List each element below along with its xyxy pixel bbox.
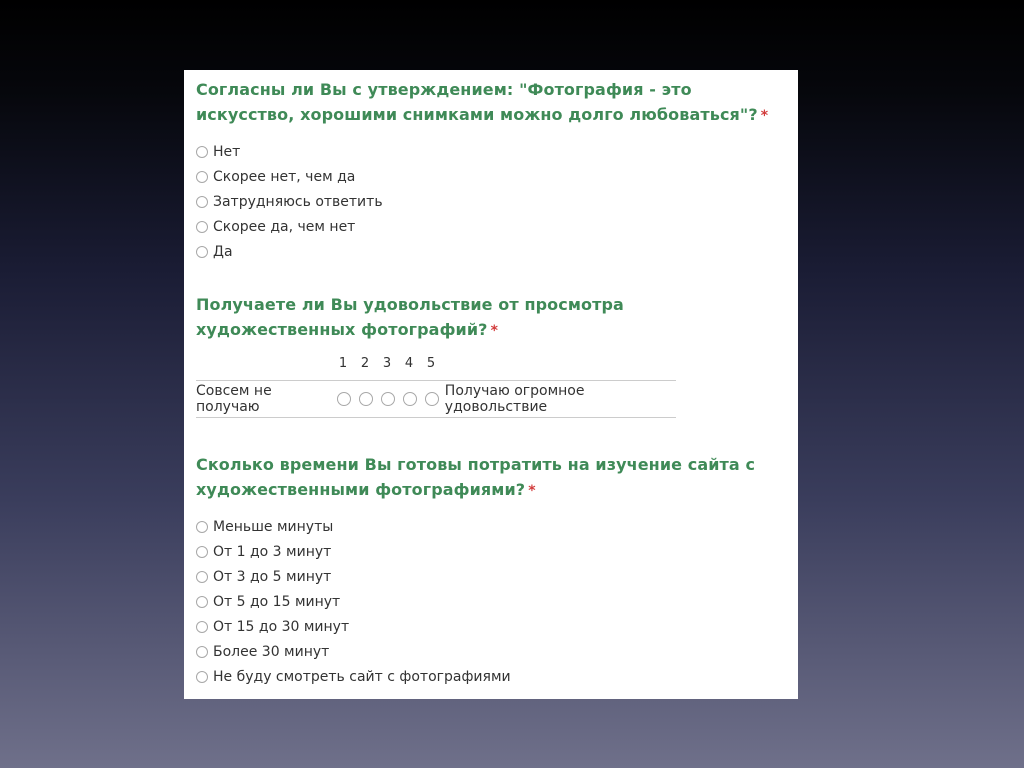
scale-radio-1[interactable] (337, 392, 351, 406)
radio-button[interactable] (196, 196, 208, 208)
radio-option[interactable] (196, 539, 786, 564)
question-1-options (196, 139, 786, 264)
radio-button[interactable] (196, 596, 208, 608)
radio-option[interactable] (196, 214, 786, 239)
scale-number: 5 (426, 356, 436, 371)
scale-low-label: Совсем не получаю (196, 383, 272, 415)
scale-high-label: Получаю огромное удовольствие (444, 383, 585, 415)
scale-number: 3 (382, 356, 392, 371)
question-1 (196, 77, 786, 264)
radio-button[interactable] (196, 246, 208, 258)
question-3-title: Сколько времени Вы готовы потратить на изучение сайта с художественными фотографиями? * (196, 455, 756, 499)
question-2 (196, 292, 786, 418)
radio-button[interactable] (196, 646, 208, 658)
radio-button[interactable] (196, 546, 208, 558)
option-label: От 3 до 5 минут (213, 568, 332, 585)
radio-button[interactable] (196, 621, 208, 633)
radio-button[interactable] (196, 171, 208, 183)
radio-option[interactable] (196, 164, 786, 189)
scale-radio-group (337, 392, 439, 406)
option-label: Более 30 минут (213, 643, 330, 660)
scale-numbers (196, 354, 786, 376)
option-label: Скорее да, чем нет (213, 218, 356, 235)
scale-number: 2 (360, 356, 370, 371)
radio-option[interactable] (196, 564, 786, 589)
option-label: От 5 до 15 минут (213, 593, 341, 610)
scale-radio-2[interactable] (359, 392, 373, 406)
radio-button[interactable] (196, 221, 208, 233)
question-3-options (196, 514, 786, 689)
radio-button[interactable] (196, 521, 208, 533)
scale-radio-5[interactable] (425, 392, 439, 406)
question-2-title: Получаете ли Вы удовольствие от просмотра художественных фотографий? * (196, 295, 624, 339)
scale-number: 4 (404, 356, 414, 371)
option-label: Затрудняюсь ответить (213, 193, 383, 210)
radio-option[interactable] (196, 139, 786, 164)
required-star: * (490, 323, 498, 339)
radio-option[interactable] (196, 614, 786, 639)
required-star: * (760, 108, 769, 124)
linear-scale (196, 380, 676, 418)
radio-button[interactable] (196, 671, 208, 683)
survey-form (184, 70, 798, 699)
radio-button[interactable] (196, 146, 208, 158)
radio-option[interactable] (196, 514, 786, 539)
radio-option[interactable] (196, 664, 786, 689)
option-label: От 15 до 30 минут (213, 618, 350, 635)
radio-option[interactable] (196, 589, 786, 614)
radio-button[interactable] (196, 571, 208, 583)
option-label: Да (213, 243, 233, 260)
radio-option[interactable] (196, 189, 786, 214)
option-label: От 1 до 3 минут (213, 543, 332, 560)
option-label: Нет (213, 143, 241, 160)
scale-radio-4[interactable] (403, 392, 417, 406)
radio-option[interactable] (196, 239, 786, 264)
option-label: Скорее нет, чем да (213, 168, 356, 185)
question-1-title: Согласны ли Вы с утверждением: "Фотография - это искусство, хорошими снимками можно долго любоваться"? * (196, 80, 769, 124)
option-label: Не буду смотреть сайт с фотографиями (213, 668, 511, 685)
option-label: Меньше минуты (213, 518, 334, 535)
radio-option[interactable] (196, 639, 786, 664)
question-3 (196, 452, 786, 689)
scale-radio-3[interactable] (381, 392, 395, 406)
scale-number: 1 (338, 356, 348, 371)
required-star: * (528, 483, 536, 499)
